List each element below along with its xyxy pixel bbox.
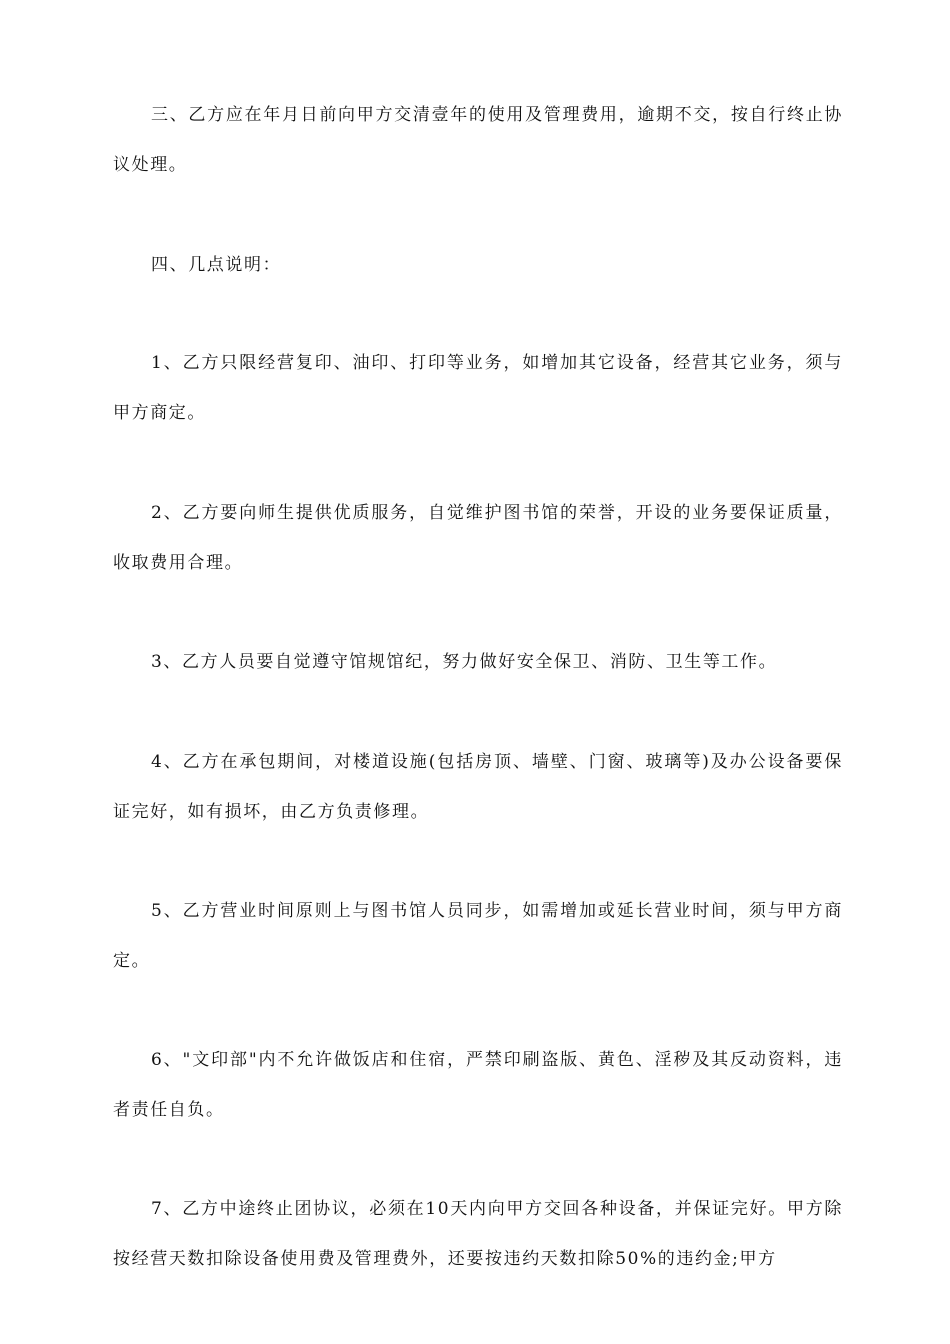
paragraph-item-7: 7、乙方中途终止团协议，必须在10天内向甲方交回各种设备，并保证完好。甲方除按经营天数扣除设备使用费及管理费外，还要按违约天数扣除50%的违约金;甲方 <box>113 1199 843 1269</box>
paragraph-item-1: 1、乙方只限经营复印、油印、打印等业务，如增加其它设备，经营其它业务，须与甲方商定。 <box>113 353 843 423</box>
paragraph-section-3: 三、乙方应在年月日前向甲方交清壹年的使用及管理费用，逾期不交，按自行终止协议处理。 <box>113 105 843 175</box>
paragraph-item-5: 5、乙方营业时间原则上与图书馆人员同步，如需增加或延长营业时间，须与甲方商定。 <box>113 901 843 971</box>
paragraph-section-4-heading: 四、几点说明： <box>151 255 282 275</box>
paragraph-item-4: 4、乙方在承包期间，对楼道设施(包括房顶、墙壁、门窗、玻璃等)及办公设备要保证完好，如有损坏，由乙方负责修理。 <box>113 752 843 822</box>
paragraph-item-6: 6、"文印部"内不允许做饭店和住宿，严禁印刷盗版、黄色、淫秽及其反动资料，违者责任自负。 <box>113 1050 843 1120</box>
paragraph-item-2: 2、乙方要向师生提供优质服务，自觉维护图书馆的荣誉，开设的业务要保证质量，收取费用合理。 <box>113 503 843 573</box>
paragraph-item-3: 3、乙方人员要自觉遵守馆规馆纪，努力做好安全保卫、消防、卫生等工作。 <box>151 652 778 672</box>
